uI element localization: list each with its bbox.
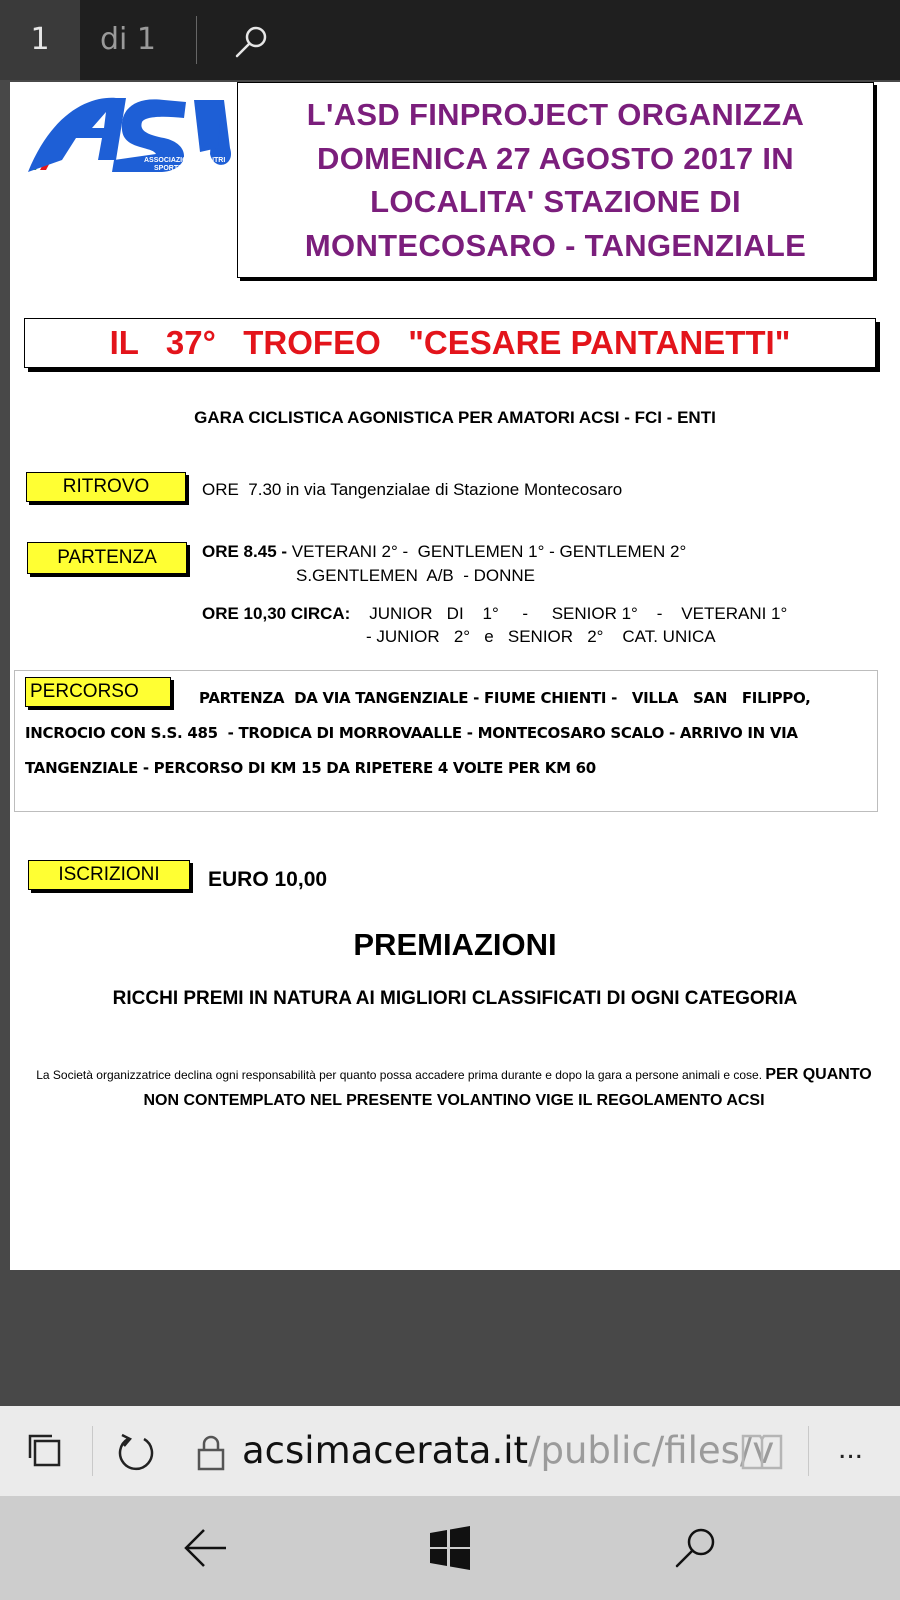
disclaimer-text: La Società organizzatrice declina ogni responsabilità per quanto possa accadere prima durante e dopo la gara a persone animali e cose. <box>36 1068 766 1082</box>
partenza-categories-1: VETERANI 2° - GENTLEMEN 1° - GENTLEMEN 2° <box>287 542 687 561</box>
partenza-categories-2: JUNIOR DI 1° - SENIOR 1° - VETERANI 1° <box>350 604 788 623</box>
url-path: /public/files/v <box>528 1429 775 1472</box>
percorso-label: PERCORSO <box>25 677 171 707</box>
page-total-label: di 1 <box>100 22 157 57</box>
reading-view-icon[interactable] <box>740 1432 784 1472</box>
disclaimer <box>20 1062 888 1114</box>
header-line-3: LOCALITA' STAZIONE DI <box>370 184 741 219</box>
logo-line2: SPORTIVI ITALIANI <box>154 165 218 172</box>
lock-icon <box>196 1434 226 1472</box>
percorso-line-2: INCROCIO CON S.S. 485 - TRODICA DI MORROVAALLE - MONTECOSARO SCALO - ARRIVO IN VIA <box>25 724 798 742</box>
disclaimer-strong: PER QUANTO NON CONTEMPLATO NEL PRESENTE VOLANTINO VIGE IL REGOLAMENTO ACSI <box>143 1066 872 1109</box>
percorso-box <box>14 670 878 812</box>
partenza-line-4: - JUNIOR 2° e SENIOR 2° CAT. UNICA <box>366 627 716 646</box>
search-icon[interactable] <box>672 1524 720 1572</box>
partenza-time-2: ORE 10,30 CIRCA: <box>202 604 351 623</box>
trophy-banner <box>24 318 876 368</box>
windows-start-icon[interactable] <box>428 1526 472 1570</box>
ritrovo-label: RITROVO <box>26 472 186 502</box>
percorso-line-1: PARTENZA DA VIA TANGENZIALE - FIUME CHIENTI - VILLA SAN FILIPPO, <box>199 689 811 707</box>
premiazioni-title: PREMIAZIONI <box>353 927 557 962</box>
iscrizioni-price: EURO 10,00 <box>208 868 328 891</box>
race-subtitle: GARA CICLISTICA AGONISTICA PER AMATORI ACSI - FCI - ENTI <box>194 408 716 427</box>
partenza-line-3 <box>202 604 787 624</box>
toolbar-divider <box>196 16 197 64</box>
header-line-4: MONTECOSARO - TANGENZIALE <box>304 228 807 263</box>
header-line-1: L'ASD FINPROJECT ORGANIZZA <box>306 97 805 132</box>
url-domain: acsimacerata.it <box>242 1429 529 1472</box>
partenza-line-1 <box>202 542 686 562</box>
search-icon[interactable] <box>232 22 272 62</box>
header-line-2: DOMENICA 27 AGOSTO 2017 IN <box>317 141 794 176</box>
system-nav-bar <box>0 1496 900 1600</box>
percorso-line-3: TANGENZIALE - PERCORSO DI KM 15 DA RIPETERE 4 VOLTE PER KM 60 <box>25 759 596 777</box>
back-icon[interactable] <box>182 1526 230 1570</box>
iscrizioni-label: ISCRIZIONI <box>28 860 190 890</box>
pdf-toolbar <box>0 0 900 80</box>
partenza-time-1: ORE 8.45 - <box>202 542 288 561</box>
current-page-number[interactable]: 1 <box>0 0 80 80</box>
address-divider-left <box>92 1426 93 1476</box>
pdf-page <box>10 82 900 1270</box>
tabs-icon[interactable] <box>26 1432 64 1470</box>
trophy-title: IL 37° TROFEO "CESARE PANTANETTI" <box>109 324 791 361</box>
acsi-logo-graphic <box>24 88 234 188</box>
more-icon[interactable]: ... <box>838 1432 864 1465</box>
acsi-logo <box>24 88 234 188</box>
ritrovo-text: ORE 7.30 in via Tangenzialae di Stazione Montecosaro <box>202 480 623 499</box>
header-title-box <box>237 82 874 278</box>
address-divider-right <box>808 1426 809 1476</box>
partenza-line-2: S.GENTLEMEN A/B - DONNE <box>296 566 535 585</box>
partenza-label: PARTENZA <box>27 542 187 574</box>
logo-line1: ASSOCIAZIONE CENTRI <box>144 157 226 164</box>
url-field[interactable] <box>242 1406 775 1496</box>
browser-address-bar <box>0 1406 900 1496</box>
premiazioni-text: RICCHI PREMI IN NATURA AI MIGLIORI CLASSIFICATI DI OGNI CATEGORIA <box>112 988 798 1009</box>
refresh-icon[interactable] <box>114 1430 158 1474</box>
